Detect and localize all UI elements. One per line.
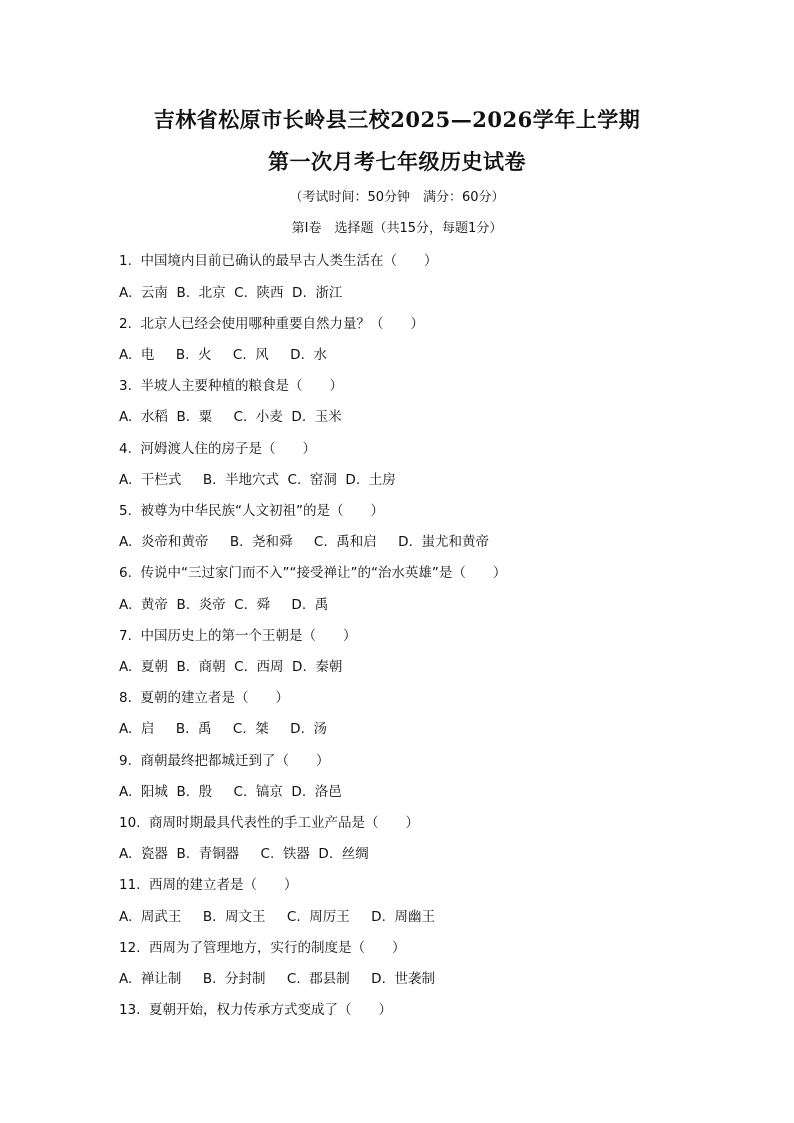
question-4-stem: 4. 河姆渡人住的房子是（ ） — [119, 441, 316, 457]
question-1-stem: 1. 中国境内目前已确认的最早古人类生活在（ ） — [119, 253, 438, 269]
question-4-options: A. 干栏式 B. 半地穴式 C. 窑洞 D. 土房 — [119, 472, 396, 488]
question-5-stem: 5. 被尊为中华民族“人文初祖”的是（ ） — [119, 503, 384, 519]
question-3-stem: 3. 半坡人主要种植的粮食是（ ） — [119, 378, 343, 394]
question-11-stem: 11. 西周的建立者是（ ） — [119, 877, 298, 893]
question-10-stem: 10. 商周时期最具代表性的手工业产品是（ ） — [119, 815, 420, 831]
question-2-stem: 2. 北京人已经会使用哪种重要自然力量？（ ） — [119, 316, 424, 332]
section-heading: 第Ⅰ卷 选择题（共15分，每题1分） — [291, 221, 503, 236]
question-12-options: A. 禅让制 B. 分封制 C. 郡县制 D. 世袭制 — [119, 971, 435, 987]
question-10-options: A. 瓷器 B. 青铜器 C. 铁器 D. 丝绸 — [119, 846, 369, 862]
question-2-options: A. 电 B. 火 C. 风 D. 水 — [119, 347, 327, 363]
question-7-options: A. 夏朝 B. 商朝 C. 西周 D. 秦朝 — [119, 659, 343, 675]
question-3-options: A. 水稻 B. 粟 C. 小麦 D. 玉米 — [119, 409, 342, 425]
question-13-stem: 13. 夏朝开始，权力传承方式变成了（ ） — [119, 1002, 393, 1018]
question-6-stem: 6. 传说中“三过家门而不入”“接受禅让”的“治水英雄”是（ ） — [119, 565, 507, 581]
question-1-options: A. 云南 B. 北京 C. 陕西 D. 浙江 — [119, 285, 343, 301]
exam-title-line1: 吉林省松原市长岭县三校2025—2026学年上学期 — [153, 107, 641, 132]
question-7-stem: 7. 中国历史上的第一个王朝是（ ） — [119, 628, 357, 644]
question-8-stem: 8. 夏朝的建立者是（ ） — [119, 690, 289, 706]
question-11-options: A. 周武王 B. 周文王 C. 周厉王 D. 周幽王 — [119, 909, 435, 925]
question-9-options: A. 阳城 B. 殷 C. 镐京 D. 洛邑 — [119, 784, 342, 800]
exam-title-line2: 第一次月考七年级历史试卷 — [268, 149, 526, 174]
question-6-options: A. 黄帝 B. 炎帝 C. 舜 D. 禹 — [119, 597, 329, 613]
question-5-options: A. 炎帝和黄帝 B. 尧和舜 C. 禹和启 D. 蚩尤和黄帝 — [119, 534, 489, 550]
exam-info: （考试时间：50分钟 满分：60分） — [289, 190, 505, 205]
question-9-stem: 9. 商朝最终把都城迁到了（ ） — [119, 753, 330, 769]
question-8-options: A. 启 B. 禹 C. 桀 D. 汤 — [119, 721, 327, 737]
question-12-stem: 12. 西周为了管理地方，实行的制度是（ ） — [119, 940, 406, 956]
